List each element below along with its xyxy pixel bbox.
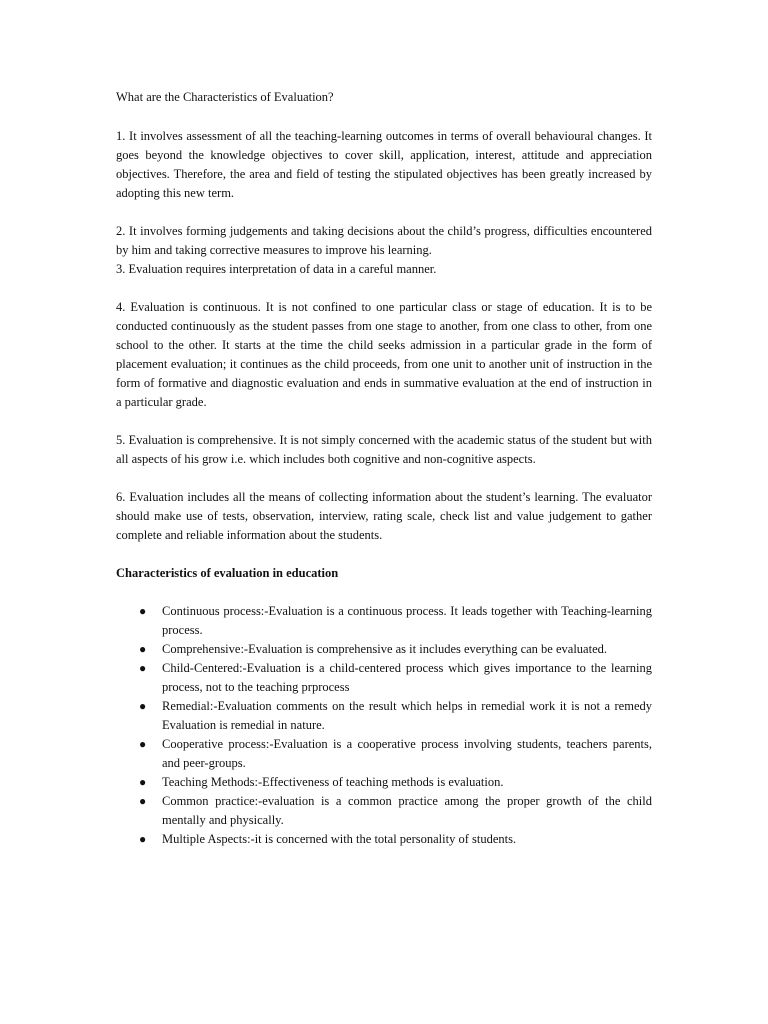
bullet-icon: ● xyxy=(139,642,147,656)
list-item xyxy=(116,773,652,792)
list-item xyxy=(116,602,652,640)
list-item-text: Multiple Aspects:-it is concerned with the total personality of students. xyxy=(162,832,517,846)
list-item-text: Cooperative process:-Evaluation is a cooperative process involving students, teachers parents, and peer-groups. xyxy=(162,737,652,770)
list-item-text: Remedial:-Evaluation comments on the result which helps in remedial work it is not a remedy Evaluation is remedial in nature. xyxy=(162,699,652,732)
bullet-icon: ● xyxy=(139,604,147,618)
bullet-icon: ● xyxy=(139,794,147,808)
list-item-text: Comprehensive:-Evaluation is comprehensive as it includes everything can be evaluated. xyxy=(162,642,607,656)
paragraph-3: 3. Evaluation requires interpretation of data in a careful manner. xyxy=(116,262,437,276)
bullet-icon: ● xyxy=(139,661,147,675)
paragraph-5: 5. Evaluation is comprehensive. It is not simply concerned with the academic status of the student but with all aspects of his grow i.e. which includes both cognitive and non-cognitive aspects. xyxy=(116,433,652,466)
document-page xyxy=(116,88,652,849)
bullet-icon: ● xyxy=(139,832,147,846)
list-item xyxy=(116,659,652,697)
paragraph-4: 4. Evaluation is continuous. It is not confined to one particular class or stage of education. It is to be conducted continuously as the student passes from one stage to another, from one class to other, from one school to the other. It starts at the time the child seeks admission in a particular grade in the form of placement evaluation; it continues as the child proceeds, from one unit to another unit of instruction in the form of formative and diagnostic evaluation and ends in summative evaluation at the end of instruction in a particular grade. xyxy=(116,300,652,409)
bullet-icon: ● xyxy=(139,699,147,713)
document-title: What are the Characteristics of Evaluation? xyxy=(116,90,334,104)
list-item-text: Child-Centered:-Evaluation is a child-centered process which gives importance to the learning process, not to the teaching prprocess xyxy=(162,661,652,694)
list-item xyxy=(116,792,652,830)
list-item-text: Common practice:-evaluation is a common practice among the proper growth of the child mentally and physically. xyxy=(162,794,652,827)
list-item xyxy=(116,640,652,659)
list-item xyxy=(116,697,652,735)
bullet-icon: ● xyxy=(139,737,147,751)
list-item xyxy=(116,735,652,773)
paragraph-6: 6. Evaluation includes all the means of collecting information about the student’s learning. The evaluator should make use of tests, observation, interview, rating scale, check list and value judgement to gather complete and reliable information about the students. xyxy=(116,490,652,542)
bullet-icon: ● xyxy=(139,775,147,789)
list-item xyxy=(116,830,652,849)
paragraph-1: 1. It involves assessment of all the teaching-learning outcomes in terms of overall behavioural changes. It goes beyond the knowledge objectives to cover skill, application, interest, attitude and appreciation objectives. Therefore, the area and field of testing the stipulated objectives has been greatly increased by adopting this new term. xyxy=(116,129,652,200)
list-item-text: Continuous process:-Evaluation is a continuous process. It leads together with Teaching-learning process. xyxy=(162,604,652,637)
section-heading: Characteristics of evaluation in education xyxy=(116,566,339,580)
characteristics-list xyxy=(116,602,652,849)
paragraph-2: 2. It involves forming judgements and taking decisions about the child’s progress, difficulties encountered by him and taking corrective measures to improve his learning. xyxy=(116,224,652,257)
list-item-text: Teaching Methods:-Effectiveness of teaching methods is evaluation. xyxy=(162,775,504,789)
